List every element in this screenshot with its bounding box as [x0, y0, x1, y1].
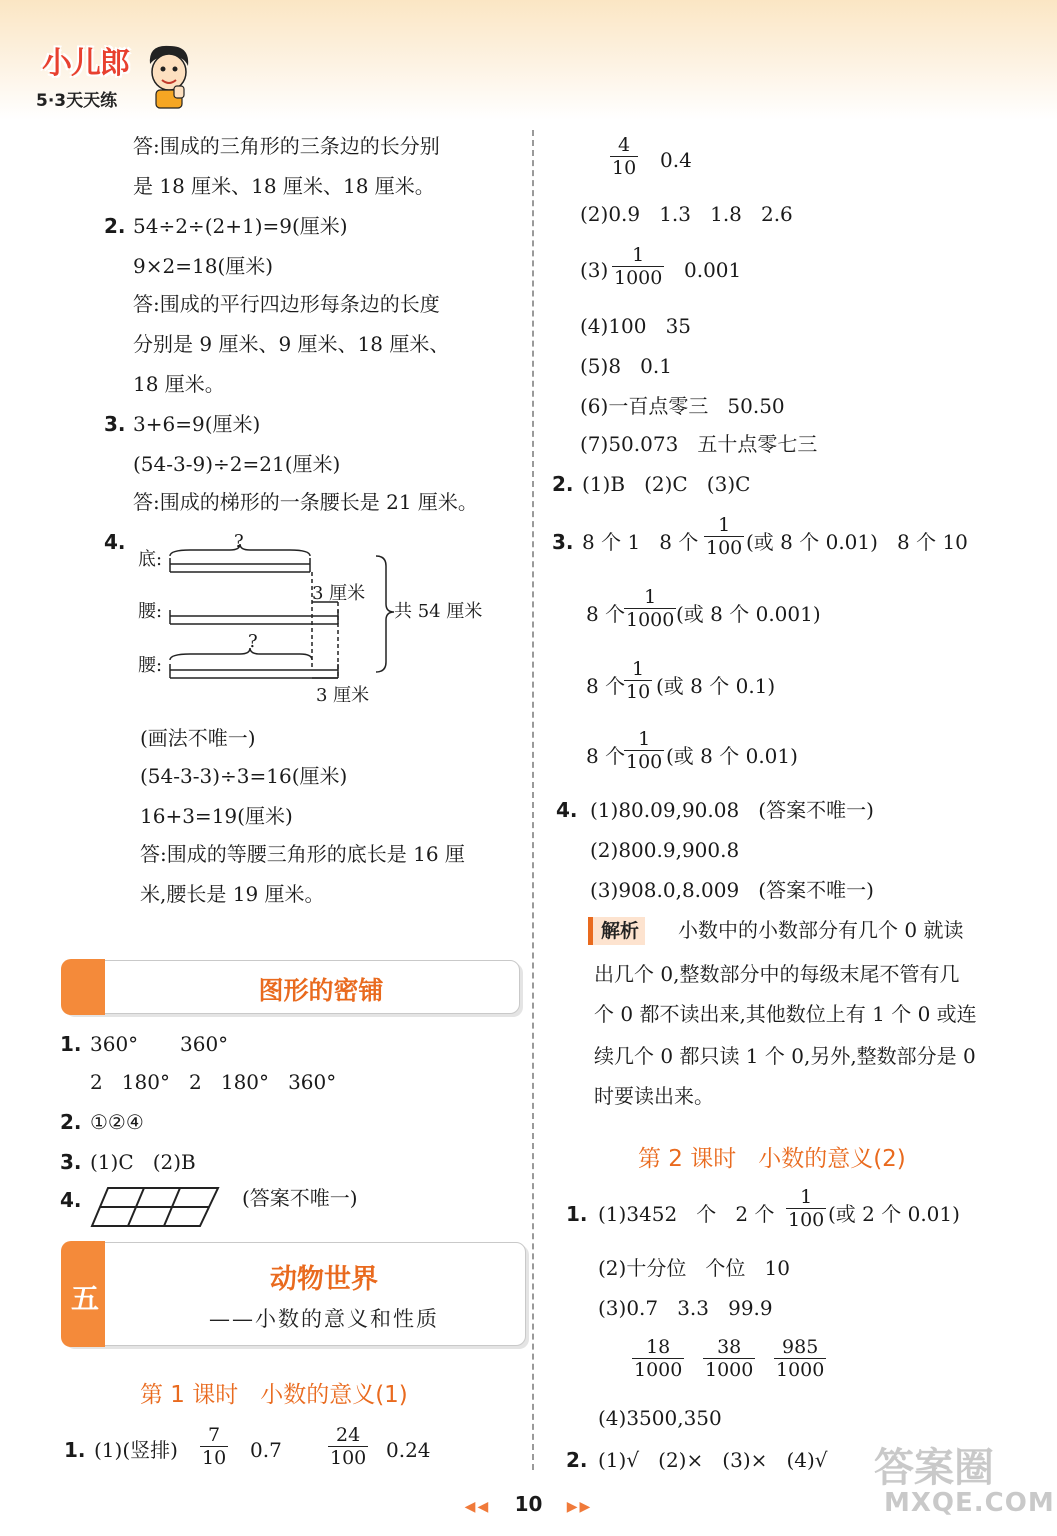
numerator: 1 — [638, 728, 651, 750]
question-number: 1. — [60, 1032, 82, 1056]
section-banner — [62, 960, 520, 1014]
answer-line: 米,腰长是 19 厘米。 — [140, 882, 325, 906]
column-divider — [532, 130, 534, 1470]
fraction — [612, 244, 664, 289]
watermark-text: 答案圈 — [874, 1445, 994, 1491]
answer-line: 3+6=9(厘米) — [133, 412, 261, 436]
answer-note: (答案不唯一) — [242, 1186, 358, 1210]
lesson-title: 第 1 课时 小数的意义(1) — [140, 1382, 408, 1408]
question-number: 4. — [60, 1188, 82, 1212]
question-number: 2. — [566, 1448, 588, 1472]
question-number: 2. — [104, 214, 126, 238]
answer-line: (3)908.0,8.009 (答案不唯一) — [590, 878, 874, 902]
answer-line: 18 厘米。 — [133, 372, 225, 396]
answer-line: 是 18 厘米、18 厘米、18 厘米。 — [133, 174, 435, 198]
fraction — [624, 586, 676, 631]
fraction — [774, 1336, 826, 1381]
answer-line: (1)√ (2)× (3)× (4)√ — [598, 1448, 828, 1472]
logo-sub: 5·3天天练 — [36, 91, 118, 111]
question-number: 3. — [104, 412, 126, 436]
fraction — [328, 1424, 368, 1469]
answer-line: 分别是 9 厘米、9 厘米、18 厘米、 — [133, 332, 450, 356]
analysis-tag: 解析 — [588, 917, 645, 945]
answer-text: (或 8 个 0.1) — [656, 674, 776, 698]
answer-line: 答:围成的三角形的三条边的长分别 — [133, 134, 440, 158]
answer-line: 答:围成的平行四边形每条边的长度 — [133, 292, 440, 316]
answer-value: 0.24 — [386, 1438, 431, 1462]
prev-arrows-icon: ◀◀ — [464, 1499, 491, 1515]
answer-line: (1)C (2)B — [90, 1150, 196, 1174]
answer-line: 54÷2÷(2+1)=9(厘米) — [133, 214, 348, 238]
diagram-question: ? — [248, 631, 258, 652]
fraction — [704, 514, 744, 559]
lesson-title: 第 2 课时 小数的意义(2) — [638, 1146, 906, 1172]
section-title: 图形的密铺 — [258, 976, 384, 1005]
diagram-label-leg: 腰: — [138, 601, 163, 622]
denominator: 1000 — [614, 267, 663, 289]
numerator: 1 — [632, 658, 645, 680]
answer-text: (3) — [580, 258, 609, 282]
question-number: 1. — [64, 1438, 86, 1462]
logo — [36, 36, 206, 116]
answer-text: 8 个 1 8 个 — [582, 530, 699, 554]
answer-line: (2)800.9,900.8 — [590, 838, 740, 862]
answer-line: (54-3-3)÷3=16(厘米) — [140, 764, 348, 788]
answer-line: 答:围成的梯形的一条腰长是 21 厘米。 — [133, 490, 478, 514]
answer-value: 0.4 — [660, 148, 692, 172]
logo-main: 小儿郎 — [42, 46, 129, 81]
answer-text: 8 个 — [586, 744, 626, 768]
denominator: 100 — [788, 1209, 825, 1231]
numerator: 38 — [717, 1336, 742, 1358]
numerator: 24 — [336, 1424, 361, 1446]
answer-text: (或 8 个 0.01) 8 个 10 — [746, 530, 968, 554]
question-number: 1. — [566, 1202, 588, 1226]
answer-line: (1)B (2)C (3)C — [582, 472, 751, 496]
answer-line: 16+3=19(厘米) — [140, 804, 293, 828]
fraction — [200, 1424, 228, 1469]
answer-line: (3)0.7 3.3 99.9 — [598, 1296, 773, 1320]
answer-text: (或 8 个 0.001) — [676, 602, 821, 626]
watermark-url: MXQE.COM — [884, 1488, 1055, 1518]
analysis-text: 时要读出来。 — [594, 1084, 714, 1108]
next-arrows-icon: ▶▶ — [566, 1499, 593, 1515]
answer-text: (1)(竖排) — [94, 1438, 178, 1462]
fraction — [624, 658, 652, 703]
answer-line: (6)一百点零三 50.50 — [580, 394, 785, 418]
answer-value: 0.7 — [250, 1438, 282, 1462]
denominator: 1000 — [705, 1359, 754, 1381]
analysis-text: 出几个 0,整数部分中的每级末尾不管有几 — [594, 962, 960, 986]
unit-subtitle: ——小数的意义和性质 — [209, 1307, 439, 1331]
diagram-label-total: 共 54 厘米 — [394, 601, 483, 622]
answer-line: 2 180° 2 180° 360° — [90, 1070, 337, 1094]
answer-text: 8 个 — [586, 674, 626, 698]
diagram-label-leg: 腰: — [138, 655, 163, 676]
banner-tab — [61, 959, 105, 1015]
answer-line: ①②④ — [90, 1110, 144, 1134]
unit-title: 动物世界 — [270, 1264, 378, 1295]
answer-line: (5)8 0.1 — [580, 354, 672, 378]
page-number: 10 — [514, 1492, 543, 1516]
mascot-icon — [144, 42, 194, 110]
numerator: 1 — [800, 1186, 813, 1208]
diagram-label-3cm: 3 厘米 — [312, 583, 366, 604]
denominator: 100 — [330, 1447, 367, 1469]
answer-line: 答:围成的等腰三角形的底长是 16 厘 — [140, 842, 465, 866]
answer-text: (或 8 个 0.01) — [666, 744, 798, 768]
answer-text: (或 2 个 0.01) — [828, 1202, 960, 1226]
question-number: 4. — [556, 798, 578, 822]
answer-line: (4)100 35 — [580, 314, 692, 338]
fraction — [624, 728, 664, 773]
answer-line: (2)0.9 1.3 1.8 2.6 — [580, 202, 793, 226]
analysis-text: 小数中的小数部分有几个 0 就读 — [678, 918, 964, 942]
answer-value: 360° — [90, 1032, 139, 1056]
denominator: 1000 — [776, 1359, 825, 1381]
numerator: 4 — [618, 134, 631, 156]
denominator: 1000 — [626, 609, 675, 631]
watermark — [874, 1436, 1055, 1526]
analysis-text: 个 0 都不读出来,其他数位上有 1 个 0 或连 — [594, 1002, 977, 1026]
question-number: 3. — [60, 1150, 82, 1174]
numerator: 18 — [646, 1336, 671, 1358]
answer-value: 360° — [180, 1032, 229, 1056]
numerator: 1 — [632, 244, 645, 266]
answer-line: (画法不唯一) — [140, 726, 256, 750]
answer-line: (2)十分位 个位 10 — [598, 1256, 790, 1280]
fraction — [703, 1336, 755, 1381]
question-number: 2. — [60, 1110, 82, 1134]
diagram-label-3cm: 3 厘米 — [316, 685, 370, 706]
answer-line: (54-3-9)÷2=21(厘米) — [133, 452, 341, 476]
fraction — [632, 1336, 684, 1381]
diagram-question: ? — [234, 531, 244, 552]
diagram-label-base: 底: — [138, 549, 163, 570]
numerator: 985 — [782, 1336, 819, 1358]
denominator: 1000 — [634, 1359, 683, 1381]
denominator: 10 — [612, 157, 637, 179]
unit-number: 五 — [70, 1282, 99, 1315]
unit-banner — [62, 1242, 526, 1346]
fraction — [610, 134, 638, 179]
denominator: 100 — [626, 751, 663, 773]
analysis-text: 续几个 0 都只读 1 个 0,另外,整数部分是 0 — [594, 1044, 976, 1068]
answer-line: (1)80.09,90.08 (答案不唯一) — [590, 798, 874, 822]
answer-text: (1)3452 个 2 个 — [598, 1202, 775, 1226]
question-number: 3. — [552, 530, 574, 554]
fraction — [786, 1186, 826, 1231]
numerator: 1 — [718, 514, 731, 536]
tessellation-figure — [90, 1186, 220, 1230]
answer-line: 9×2=18(厘米) — [133, 254, 274, 278]
answer-line: (7)50.073 五十点零七三 — [580, 432, 818, 456]
answer-text: 8 个 — [586, 602, 626, 626]
answer-line: (4)3500,350 — [598, 1406, 722, 1430]
question-number: 4. — [104, 530, 126, 554]
denominator: 100 — [706, 537, 743, 559]
denominator: 10 — [202, 1447, 227, 1469]
numerator: 7 — [208, 1424, 221, 1446]
answer-value: 0.001 — [684, 258, 742, 282]
question-number: 2. — [552, 472, 574, 496]
numerator: 1 — [644, 586, 657, 608]
denominator: 10 — [626, 681, 651, 703]
